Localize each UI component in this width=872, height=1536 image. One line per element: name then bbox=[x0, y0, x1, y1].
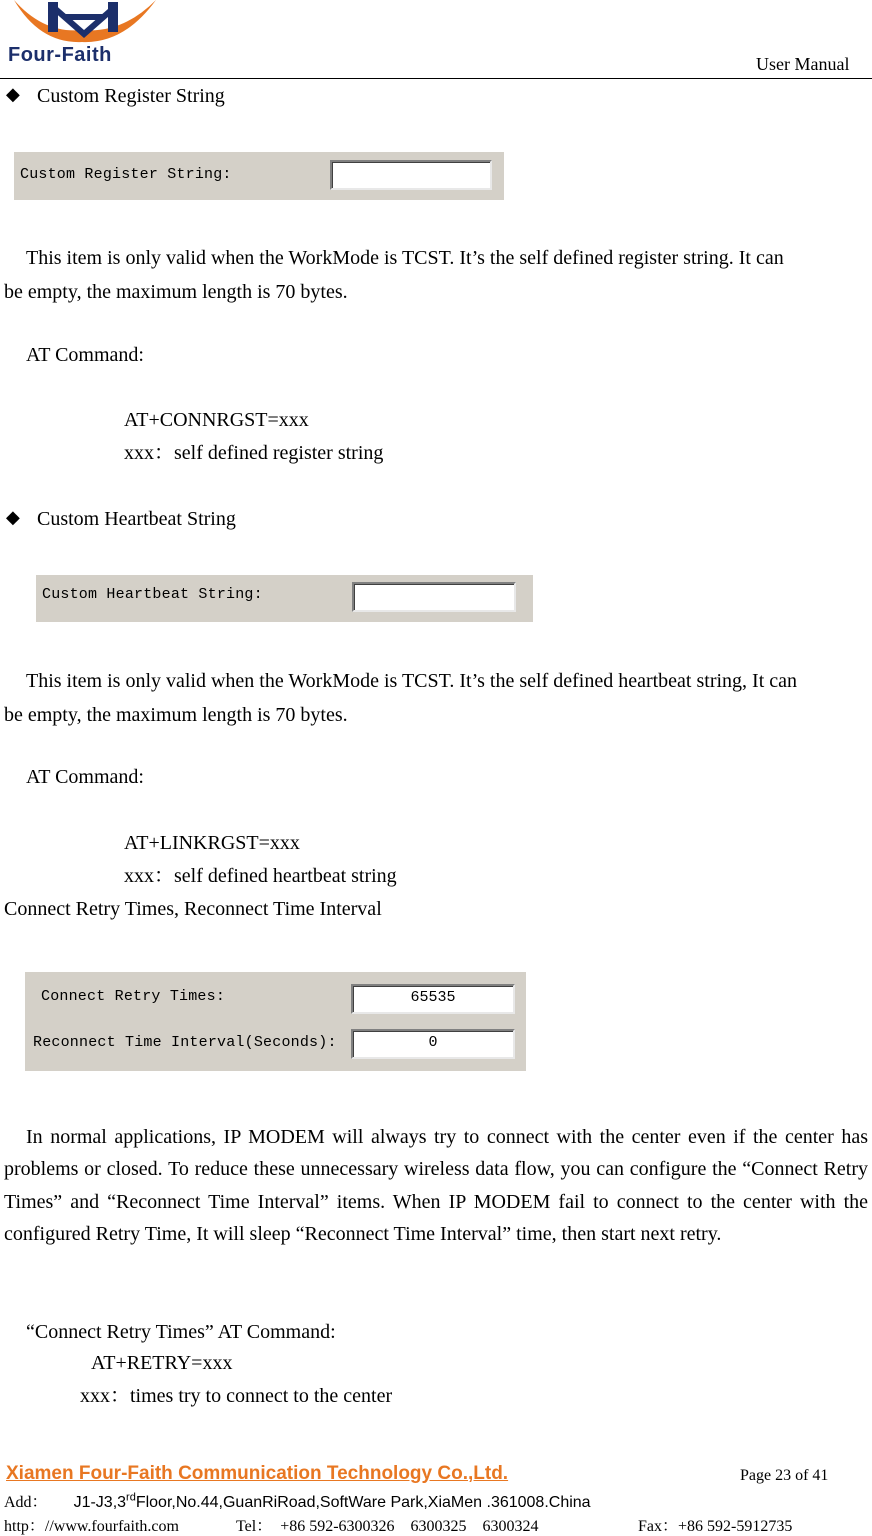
at-command: AT+CONNRGST=xxx bbox=[124, 409, 309, 431]
at-command-desc: xxx：times try to connect to the center bbox=[80, 1385, 393, 1407]
at-command-heading: AT Command: bbox=[26, 766, 144, 788]
footer-address-post: Floor,No.44,GuanRiRoad,SoftWare Park,XiaMen .361008.China bbox=[135, 1494, 591, 1511]
bullet-diamond-icon: ◆ bbox=[6, 507, 20, 527]
at-command-heading: “Connect Retry Times” AT Command: bbox=[26, 1321, 336, 1343]
retry-paragraph bbox=[4, 1121, 868, 1250]
paragraph-line: This item is only valid when the WorkMode is TCST. It’s the self defined heartbeat string, It can bbox=[26, 670, 798, 692]
footer-address bbox=[4, 1489, 591, 1512]
company-logo bbox=[4, 0, 164, 70]
footer-page-number: Page 23 of 41 bbox=[740, 1467, 829, 1484]
retry-times-input[interactable]: 65535 bbox=[351, 984, 515, 1014]
logo-text: Four-Faith bbox=[8, 44, 112, 66]
footer-company: Xiamen Four-Faith Communication Technology Co.,Ltd. bbox=[6, 1463, 509, 1484]
reconnect-interval-input[interactable]: 0 bbox=[351, 1029, 515, 1059]
custom-register-panel bbox=[14, 152, 504, 200]
custom-register-input[interactable] bbox=[330, 160, 492, 190]
section-heading: Connect Retry Times, Reconnect Time Interval bbox=[4, 898, 382, 920]
footer-add-label: Add： bbox=[4, 1494, 48, 1511]
footer-fax: Fax：+86 592-5912735 bbox=[638, 1518, 793, 1535]
header-divider bbox=[0, 78, 872, 79]
footer-tel: Tel： +86 592-6300326 6300325 6300324 bbox=[236, 1518, 539, 1535]
paragraph-line: This item is only valid when the WorkMode is TCST. It’s the self defined register string. It can bbox=[26, 247, 784, 269]
footer-address-pre: J1-J3,3 bbox=[73, 1494, 127, 1511]
custom-heartbeat-panel bbox=[36, 575, 533, 622]
at-command-heading: AT Command: bbox=[26, 344, 144, 366]
retry-times-label: Connect Retry Times: bbox=[41, 988, 226, 1005]
custom-heartbeat-input[interactable] bbox=[352, 582, 516, 612]
footer-address-sup: rd bbox=[126, 1491, 136, 1504]
retry-paragraph-text: In normal applications, IP MODEM will always try to connect with the center even if the center has problems or closed. To reduce these unnecessary wireless data flow, you can configure the “Connect Retry Times” and “Reconnect Time Interval” items. When IP MODEM fail to connect to the center with the configured Retry Time, It will sleep “Reconnect Time Interval” time, then start next retry. bbox=[4, 1126, 868, 1245]
section-heading: Custom Register String bbox=[37, 85, 225, 107]
at-command: AT+RETRY=xxx bbox=[91, 1352, 233, 1374]
paragraph-line: be empty, the maximum length is 70 bytes. bbox=[4, 281, 348, 303]
bullet-diamond-icon: ◆ bbox=[6, 84, 20, 104]
custom-register-label: Custom Register String: bbox=[20, 166, 232, 183]
section-heading: Custom Heartbeat String bbox=[37, 508, 236, 530]
at-command-desc: xxx：self defined register string bbox=[124, 442, 384, 464]
custom-heartbeat-label: Custom Heartbeat String: bbox=[42, 586, 263, 603]
at-command-desc: xxx：self defined heartbeat string bbox=[124, 865, 397, 887]
footer-website: http：//www.fourfaith.com bbox=[4, 1518, 179, 1535]
logo-mark-icon bbox=[4, 0, 164, 46]
at-command: AT+LINKRGST=xxx bbox=[124, 832, 300, 854]
retry-panel bbox=[25, 972, 526, 1071]
paragraph-line: be empty, the maximum length is 70 bytes. bbox=[4, 704, 348, 726]
reconnect-interval-label: Reconnect Time Interval(Seconds): bbox=[33, 1034, 337, 1051]
manual-label: User Manual bbox=[756, 54, 850, 74]
